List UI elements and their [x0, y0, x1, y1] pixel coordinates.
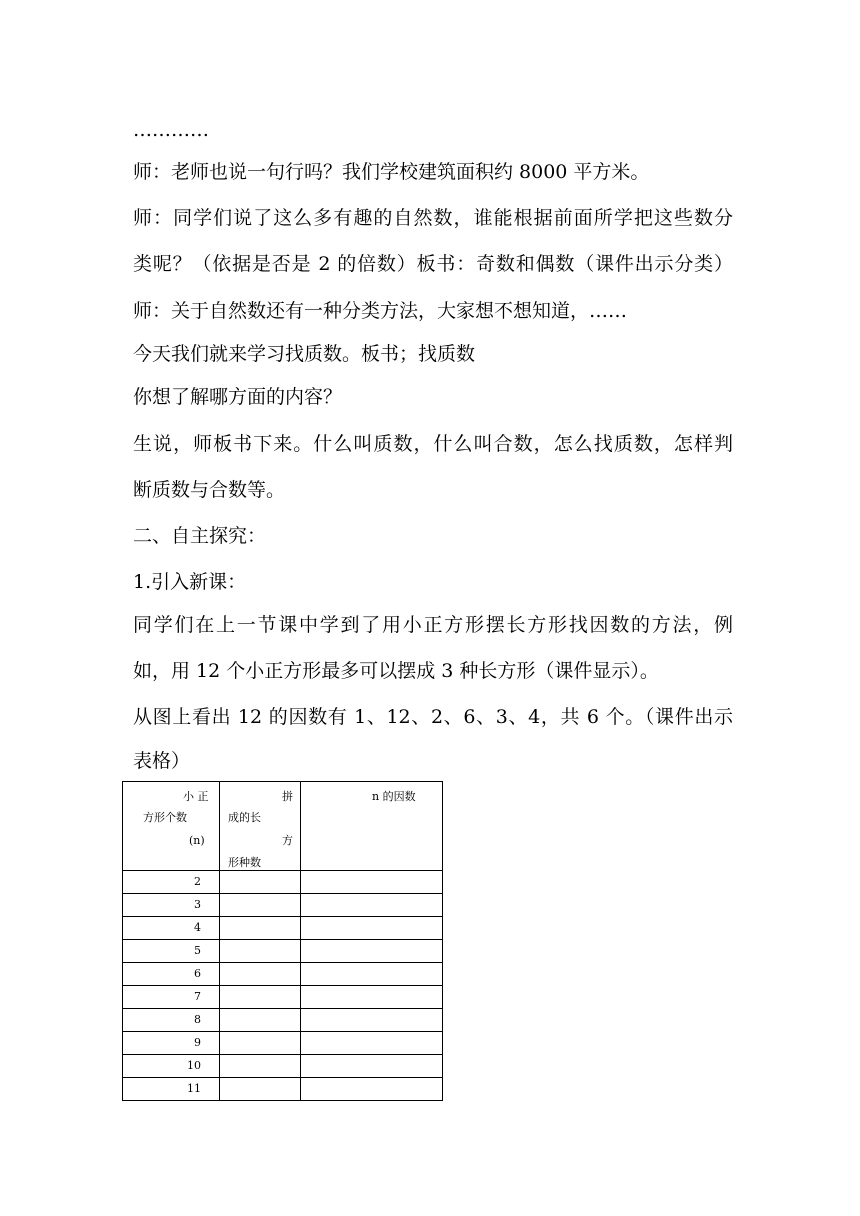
- row-n: 5: [123, 940, 220, 963]
- table-row: [123, 1032, 443, 1055]
- paragraph-teacher-area: 师：老师也说一句行吗？我们学校建筑面积约 8000 平方米。: [133, 161, 650, 183]
- row-rectangle-kinds: [220, 917, 301, 940]
- table-row: [123, 1009, 443, 1032]
- paragraph-today-topic: 今天我们就来学习找质数。板书；找质数: [133, 343, 476, 365]
- row-n: 3: [123, 894, 220, 917]
- table-row: [123, 894, 443, 917]
- header-rectangle-kinds: 拼 成的长 方 形种数: [220, 782, 301, 871]
- row-n: 4: [123, 917, 220, 940]
- row-factors: [301, 1032, 443, 1055]
- row-rectangle-kinds: [220, 1055, 301, 1078]
- header-factors: n 的因数: [301, 782, 443, 871]
- row-factors: [301, 986, 443, 1009]
- factors-table: [122, 781, 443, 1101]
- paragraph-classify-2: 类呢？（依据是否是 2 的倍数）板书：奇数和偶数（课件出示分类）: [133, 253, 733, 275]
- paragraph-intro-2: 如，用 12 个小正方形最多可以摆成 3 种长方形（课件显示）。: [133, 660, 659, 682]
- paragraph-factors-1: 从图上看出 12 的因数有 1、12、2、6、3、4，共 6 个。（课件出示: [133, 706, 733, 728]
- row-n: 8: [123, 1009, 220, 1032]
- row-factors: [301, 894, 443, 917]
- row-rectangle-kinds: [220, 1032, 301, 1055]
- table-row: [123, 917, 443, 940]
- row-factors: [301, 1055, 443, 1078]
- paragraph-ellipsis: …………: [133, 119, 209, 141]
- row-factors: [301, 871, 443, 894]
- section-heading: 二、自主探究：: [133, 525, 267, 547]
- row-rectangle-kinds: [220, 940, 301, 963]
- row-rectangle-kinds: [220, 1078, 301, 1101]
- row-factors: [301, 917, 443, 940]
- row-factors: [301, 1009, 443, 1032]
- paragraph-another-way: 师：关于自然数还有一种分类方法，大家想不想知道，……: [133, 300, 628, 322]
- paragraph-intro-1: 同学们在上一节课中学到了用小正方形摆长方形找因数的方法，例: [133, 614, 733, 636]
- row-n: 9: [123, 1032, 220, 1055]
- table-row: [123, 940, 443, 963]
- row-n: 10: [123, 1055, 220, 1078]
- table-row: [123, 963, 443, 986]
- row-rectangle-kinds: [220, 986, 301, 1009]
- row-n: 7: [123, 986, 220, 1009]
- table-row: [123, 986, 443, 1009]
- row-n: 6: [123, 963, 220, 986]
- paragraph-factors-2: 表格）: [133, 750, 191, 772]
- row-n: 11: [123, 1078, 220, 1101]
- table-row: [123, 871, 443, 894]
- paragraph-classify-1: 师：同学们说了这么多有趣的自然数，谁能根据前面所学把这些数分: [133, 207, 733, 229]
- header-square-count: 小 正 方形个数 (n): [123, 782, 220, 871]
- row-rectangle-kinds: [220, 963, 301, 986]
- paragraph-question: 你想了解哪方面的内容？: [133, 386, 343, 408]
- row-rectangle-kinds: [220, 894, 301, 917]
- subsection-heading: 1.引入新课：: [133, 571, 247, 593]
- row-n: 2: [123, 871, 220, 894]
- row-factors: [301, 940, 443, 963]
- paragraph-student-2: 断质数与合数等。: [133, 479, 286, 501]
- paragraph-student-1: 生说，师板书下来。什么叫质数，什么叫合数，怎么找质数，怎样判: [133, 433, 733, 455]
- table-row: [123, 1055, 443, 1078]
- row-rectangle-kinds: [220, 871, 301, 894]
- row-factors: [301, 1078, 443, 1101]
- row-rectangle-kinds: [220, 1009, 301, 1032]
- table-row: [123, 1078, 443, 1101]
- table-header-row: [123, 782, 443, 871]
- row-factors: [301, 963, 443, 986]
